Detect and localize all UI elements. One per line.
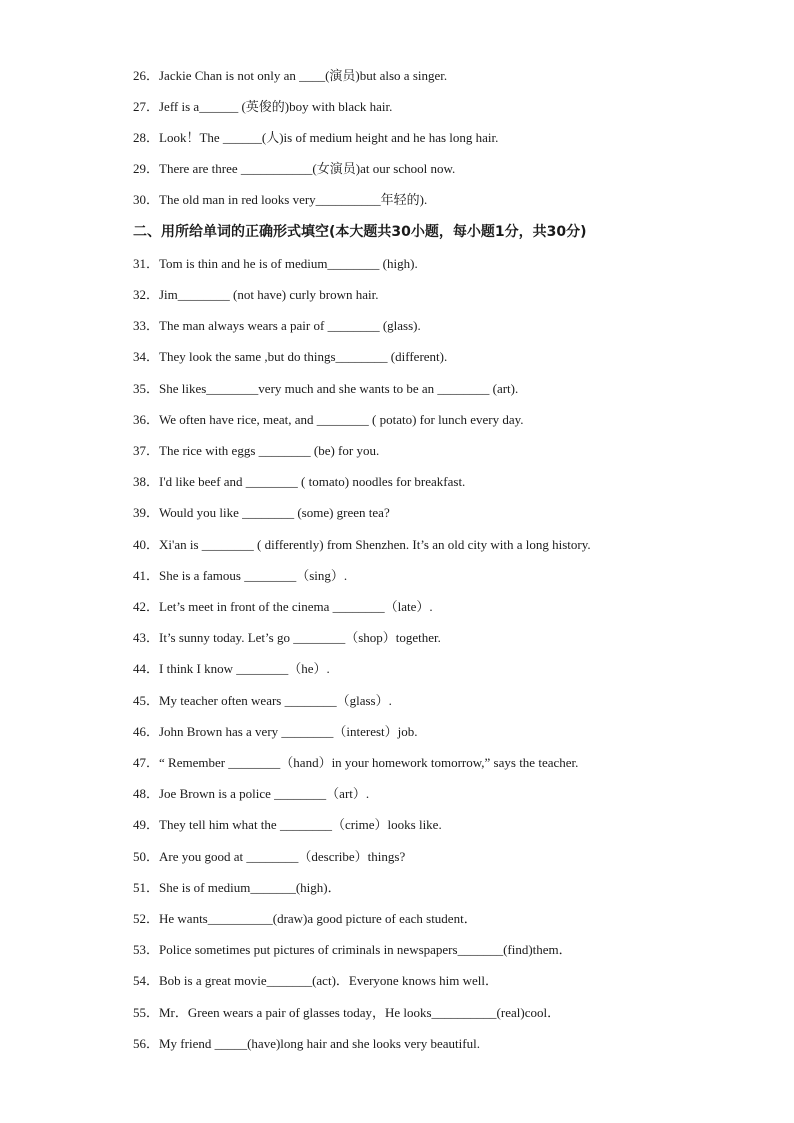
question-51: 51．She is of medium_______(high)．	[133, 880, 341, 895]
question-53: 53．Police sometimes put pictures of criminals in newspapers_______(find)them．	[133, 942, 572, 957]
question-32: 32．Jim________ (not have) curly brown hair.	[133, 287, 379, 302]
question-31: 31．Tom is thin and he is of medium________ (high).	[133, 256, 418, 271]
question-56: 56．My friend _____(have)long hair and she looks very beautiful.	[133, 1036, 480, 1051]
question-46: 46．John Brown has a very ________（interest）job.	[133, 724, 418, 739]
question-47: 47．“ Remember ________（hand）in your homework tomorrow,” says the teacher.	[133, 755, 579, 770]
section-heading: 二、用所给单词的正确形式填空(本大题共30小题，每小题1分，共30分)	[133, 224, 587, 240]
question-42: 42．Let’s meet in front of the cinema ________（late）.	[133, 599, 433, 614]
question-29: 29．There are three ___________(女演员)at our school now.	[133, 161, 456, 176]
question-35: 35．She likes________very much and she wants to be an ________ (art).	[133, 381, 519, 396]
question-40: 40．Xi'an is ________ ( differently) from Shenzhen. It’s an old city with a long history.	[133, 537, 591, 552]
question-28: 28．Look！The ______(人)is of medium height and he has long hair.	[133, 130, 499, 145]
question-26: 26．Jackie Chan is not only an ____(演员)but also a singer.	[133, 68, 448, 83]
question-52: 52．He wants__________(draw)a good picture of each student．	[133, 911, 477, 926]
question-37: 37．The rice with eggs ________ (be) for you.	[133, 443, 380, 458]
question-30: 30．The old man in red looks very__________年轻的).	[133, 192, 428, 207]
question-49: 49．They tell him what the ________（crime）looks like.	[133, 817, 442, 832]
question-44: 44．I think I know ________（he）.	[133, 661, 330, 676]
question-39: 39．Would you like ________ (some) green tea?	[133, 505, 390, 520]
question-54: 54．Bob is a great movie_______(act)．Everyone knows him well．	[133, 973, 499, 988]
question-27: 27．Jeff is a______ (英俊的)boy with black hair.	[133, 99, 393, 114]
question-36: 36．We often have rice, meat, and ________ ( potato) for lunch every day.	[133, 412, 524, 427]
question-34: 34．They look the same ,but do things________ (different).	[133, 349, 448, 364]
question-45: 45．My teacher often wears ________（glass）.	[133, 693, 392, 708]
question-38: 38．I'd like beef and ________ ( tomato) noodles for breakfast.	[133, 474, 466, 489]
question-43: 43．It’s sunny today. Let’s go ________（shop）together.	[133, 630, 441, 645]
question-55: 55．Mr．Green wears a pair of glasses today，He looks__________(real)cool．	[133, 1005, 561, 1020]
question-33: 33．The man always wears a pair of ________ (glass).	[133, 318, 421, 333]
question-41: 41．She is a famous ________（sing）.	[133, 568, 348, 583]
question-50: 50．Are you good at ________（describe）things?	[133, 849, 406, 864]
question-48: 48．Joe Brown is a police ________（art）.	[133, 786, 370, 801]
